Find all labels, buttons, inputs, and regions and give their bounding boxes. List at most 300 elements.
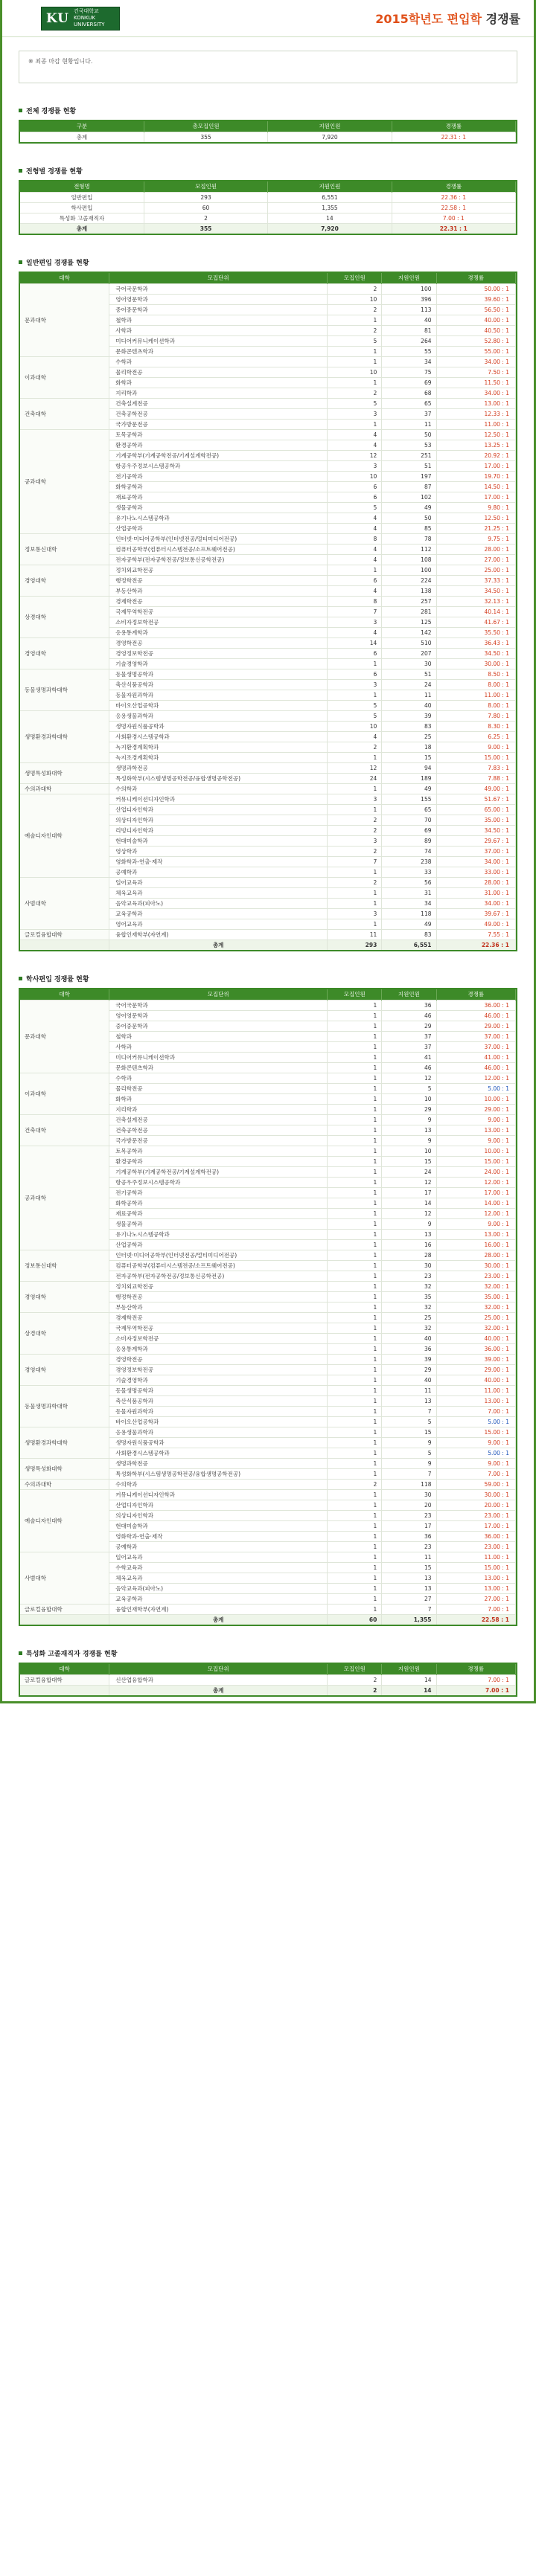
- cell-quota: 1: [328, 1218, 382, 1229]
- cell-quota: 2: [328, 877, 382, 887]
- cell-applicants: 125: [382, 617, 436, 627]
- cell-quota: 1: [328, 1468, 382, 1479]
- cell-quota: 1: [328, 1333, 382, 1343]
- cell-rate: 15.00 : 1: [436, 1562, 516, 1573]
- cell-department: 체육교육과: [109, 1573, 328, 1583]
- cell-applicants: 41: [382, 1052, 436, 1062]
- cell-department: 문화콘텐츠학과: [109, 346, 328, 356]
- cell-applicants: 257: [382, 596, 436, 606]
- cell-department: 항공우주정보시스템공학과: [109, 1177, 328, 1187]
- table-row: [20, 637, 516, 648]
- cell-department: 녹지조경계획학과: [109, 752, 328, 762]
- cell-quota: 4: [328, 429, 382, 440]
- cell-applicants: 49: [382, 783, 436, 794]
- cell-rate: 20.00 : 1: [436, 1500, 516, 1510]
- cell-department: 수학과: [109, 356, 328, 367]
- cell-college: 상경대학: [20, 1312, 109, 1354]
- table-row: [20, 202, 516, 213]
- cell-quota: 1: [328, 346, 382, 356]
- cell-department: 물리학전공: [109, 1083, 328, 1093]
- cell-rate: 56.50 : 1: [436, 304, 516, 315]
- cell-quota: 1: [328, 1208, 382, 1218]
- column-header: 경쟁률: [392, 182, 515, 192]
- cell-quota: 7: [328, 856, 382, 867]
- cell-quota: 1: [328, 1021, 382, 1031]
- cell-applicants: 100: [382, 283, 436, 294]
- cell-applicants: 11: [382, 1385, 436, 1395]
- cell-rate: 15.00 : 1: [436, 1156, 516, 1166]
- cell-applicants: 1,355: [268, 202, 392, 213]
- cell-rate: 49.00 : 1: [436, 783, 516, 794]
- cell-quota: 1: [328, 1125, 382, 1135]
- cell-college: 생명환경과학대학: [20, 710, 109, 762]
- cell-applicants: 13: [382, 1583, 436, 1593]
- cell-rate: 10.00 : 1: [436, 1093, 516, 1104]
- cell-rate: 17.00 : 1: [436, 1187, 516, 1198]
- cell-rate: 16.00 : 1: [436, 1239, 516, 1250]
- cell-department: 현대미술학과: [109, 835, 328, 846]
- cell-quota: 1: [328, 1271, 382, 1281]
- cell-rate: 12.50 : 1: [436, 513, 516, 523]
- cell-quota: 1: [328, 1146, 382, 1156]
- table-row: [20, 1000, 516, 1010]
- cell-rate: 31.00 : 1: [436, 887, 516, 898]
- cell-applicants: 15: [382, 1562, 436, 1573]
- cell-rate: 35.50 : 1: [436, 627, 516, 637]
- cell-applicants: 108: [382, 554, 436, 565]
- cell-applicants: 9: [382, 1458, 436, 1468]
- cell-quota: 1: [328, 1250, 382, 1260]
- cell-quota: 1: [328, 1312, 382, 1323]
- cell-department: 사회환경시스템공학과: [109, 731, 328, 742]
- cell-department: 산업공학과: [109, 1239, 328, 1250]
- cell-quota: 2: [328, 1674, 382, 1685]
- cell-applicants: 30: [382, 1489, 436, 1500]
- cell-department: 생명과학전공: [109, 1458, 328, 1468]
- cell-quota: 1: [328, 565, 382, 575]
- cell-quota: 1: [328, 867, 382, 877]
- cell-applicants: 155: [382, 794, 436, 804]
- cell-applicants: 74: [382, 846, 436, 856]
- general-table-body: [20, 283, 516, 950]
- university-logo[interactable]: [41, 7, 120, 30]
- cell-rate: 15.00 : 1: [436, 752, 516, 762]
- table-total-row: [20, 223, 516, 234]
- cell-quota: 1: [328, 1031, 382, 1041]
- cell-applicants: 6,551: [382, 939, 436, 950]
- cell-quota: 2: [328, 325, 382, 335]
- cell-label: 총계: [109, 1614, 328, 1625]
- cell-department: 화학과: [109, 377, 328, 388]
- cell-quota: 2: [328, 388, 382, 398]
- table-row: [20, 1489, 516, 1500]
- cell-applicants: 20: [382, 1500, 436, 1510]
- cell-college: 생명특성화대학: [20, 762, 109, 783]
- column-header: 전형명: [20, 182, 144, 192]
- cell-quota: 3: [328, 679, 382, 690]
- cell-department: 재료공학과: [109, 492, 328, 502]
- cell-department: 생물공학과: [109, 1218, 328, 1229]
- cell-rate: 9.00 : 1: [436, 1437, 516, 1448]
- cell-applicants: 5: [382, 1448, 436, 1458]
- cell-department: 경제학전공: [109, 1312, 328, 1323]
- cell-department: 동물생명공학과: [109, 669, 328, 679]
- cell-applicants: 28: [382, 1250, 436, 1260]
- table-row: [20, 877, 516, 887]
- cell-quota: 3: [328, 408, 382, 419]
- section-title-by-track: 전형별 경쟁률 현황: [19, 166, 517, 176]
- cell-applicants: 23: [382, 1510, 436, 1520]
- cell-applicants: 138: [382, 585, 436, 596]
- table-row: [20, 1073, 516, 1083]
- cell-rate: 12.50 : 1: [436, 429, 516, 440]
- column-header: 경쟁률: [436, 273, 516, 283]
- cell-rate: 49.00 : 1: [436, 919, 516, 929]
- cell-rate: 46.00 : 1: [436, 1010, 516, 1021]
- cell-department: 화학공학과: [109, 1198, 328, 1208]
- cell-quota: 1: [328, 804, 382, 815]
- cell-quota: 293: [328, 939, 382, 950]
- cell-quota: 12: [328, 450, 382, 460]
- cell-applicants: 53: [382, 440, 436, 450]
- cell-track-name: 학사편입: [20, 202, 144, 213]
- cell-applicants: 11: [382, 419, 436, 429]
- table-total-row: [20, 939, 516, 950]
- cell-rate: 65.00 : 1: [436, 804, 516, 815]
- table-row: [20, 1281, 516, 1291]
- cell-department: 영어교육과: [109, 919, 328, 929]
- cell-applicants: 39: [382, 1354, 436, 1364]
- cell-department: 경영정보학전공: [109, 648, 328, 658]
- cell-label: 총계: [20, 223, 144, 234]
- cell-applicants: 37: [382, 1041, 436, 1052]
- cell-rate: 35.00 : 1: [436, 1291, 516, 1302]
- cell-applicants: 16: [382, 1239, 436, 1250]
- cell-department: 수학과: [109, 1073, 328, 1083]
- cell-department: 지리학과: [109, 388, 328, 398]
- table-row: [20, 1114, 516, 1125]
- cell-department: 환경공학과: [109, 1156, 328, 1166]
- cell-rate: 14.50 : 1: [436, 481, 516, 492]
- cell-applicants: 113: [382, 304, 436, 315]
- cell-department: 인터넷·미디어공학부(인터넷전공/멀티미디어전공): [109, 533, 328, 544]
- cell-applicants: 85: [382, 523, 436, 533]
- cell-applicants: 40: [382, 1375, 436, 1385]
- cell-quota: 1: [328, 1427, 382, 1437]
- cell-applicants: 25: [382, 1312, 436, 1323]
- cell-department: 영어영문학과: [109, 1010, 328, 1021]
- cell-rate: 34.00 : 1: [436, 898, 516, 908]
- cell-applicants: 81: [382, 325, 436, 335]
- total-table: [19, 120, 517, 144]
- cell-department: 전자공학부(전자공학전공/정보통신공학전공): [109, 1271, 328, 1281]
- cell-quota: 4: [328, 731, 382, 742]
- logo-ku: KU: [46, 10, 69, 26]
- cell-rate: 28.00 : 1: [436, 544, 516, 554]
- bullet-icon: [19, 977, 22, 980]
- cell-rate: 39.60 : 1: [436, 294, 516, 304]
- cell-college: 예술디자인대학: [20, 1489, 109, 1552]
- track-table-body: [20, 192, 516, 234]
- cell-quota: 293: [144, 192, 267, 202]
- cell-empty: [20, 939, 109, 950]
- table-header-row: [20, 273, 516, 283]
- cell-applicants: 36: [382, 1531, 436, 1541]
- cell-quota: 1: [328, 1156, 382, 1166]
- cell-department: 건축설계전공: [109, 1114, 328, 1125]
- cell-department: 커뮤니케이션디자인학과: [109, 794, 328, 804]
- cell-applicants: 14: [382, 1685, 436, 1695]
- notice-text: ※ 최종 마감 현황입니다.: [28, 58, 93, 65]
- cell-applicants: 32: [382, 1302, 436, 1312]
- cell-quota: 1: [328, 1114, 382, 1125]
- cell-applicants: 5: [382, 1416, 436, 1427]
- cell-department: 컴퓨터공학부(컴퓨터시스템전공/소프트웨어전공): [109, 1260, 328, 1271]
- cell-department: 국가방문전공: [109, 1135, 328, 1146]
- cell-applicants: 49: [382, 919, 436, 929]
- table-row: [20, 710, 516, 721]
- cell-department: 철학과: [109, 1031, 328, 1041]
- cell-department: 생명자원식품공학과: [109, 721, 328, 731]
- cell-college: 경영대학: [20, 637, 109, 669]
- cell-quota: 1: [328, 1573, 382, 1583]
- cell-applicants: 51: [382, 460, 436, 471]
- cell-rate: 50.00 : 1: [436, 283, 516, 294]
- cell-rate: 7.00 : 1: [436, 1604, 516, 1614]
- cell-applicants: 50: [382, 429, 436, 440]
- cell-quota: 1: [328, 1166, 382, 1177]
- cell-quota: 2: [328, 815, 382, 825]
- cell-rate: 7.00 : 1: [436, 1674, 516, 1685]
- cell-quota: 1: [328, 1562, 382, 1573]
- cell-applicants: 40: [382, 1333, 436, 1343]
- cell-rate: 36.00 : 1: [436, 1343, 516, 1354]
- cell-department: 교육공학과: [109, 908, 328, 919]
- cell-rate: 13.00 : 1: [436, 1229, 516, 1239]
- cell-rate: 46.00 : 1: [436, 1062, 516, 1073]
- cell-quota: 1: [328, 1375, 382, 1385]
- cell-applicants: 24: [382, 679, 436, 690]
- table-row: [20, 1458, 516, 1468]
- bullet-icon: [19, 260, 22, 264]
- table-row: [20, 283, 516, 294]
- cell-quota: 6: [328, 492, 382, 502]
- cell-rate: 22.36 : 1: [392, 192, 515, 202]
- section-title-academic: 학사편입 경쟁률 현황: [19, 974, 517, 983]
- cell-rate: 12.33 : 1: [436, 408, 516, 419]
- cell-rate: 11.50 : 1: [436, 377, 516, 388]
- cell-applicants: 7: [382, 1468, 436, 1479]
- cell-applicants: 251: [382, 450, 436, 460]
- cell-quota: 5: [328, 700, 382, 710]
- cell-rate: 41.67 : 1: [436, 617, 516, 627]
- cell-quota: 1: [328, 690, 382, 700]
- cell-rate: 22.31 : 1: [392, 132, 515, 142]
- cell-department: 화학공학과: [109, 481, 328, 492]
- cell-rate: 7.00 : 1: [436, 1406, 516, 1416]
- cell-rate: 21.25 : 1: [436, 523, 516, 533]
- cell-department: 산업디자인학과: [109, 804, 328, 815]
- cell-college: 예술디자인대학: [20, 794, 109, 877]
- cell-applicants: 238: [382, 856, 436, 867]
- cell-quota: 1: [328, 1395, 382, 1406]
- cell-applicants: 83: [382, 929, 436, 939]
- cell-rate: 7.83 : 1: [436, 762, 516, 773]
- cell-applicants: 9: [382, 1114, 436, 1125]
- cell-rate: 40.14 : 1: [436, 606, 516, 617]
- cell-rate: 7.50 : 1: [436, 367, 516, 377]
- cell-college: 상경대학: [20, 596, 109, 637]
- cell-applicants: 11: [382, 690, 436, 700]
- cell-quota: 7: [328, 606, 382, 617]
- cell-applicants: 25: [382, 731, 436, 742]
- cell-quota: 11: [328, 929, 382, 939]
- cell-quota: 1: [328, 1458, 382, 1468]
- cell-rate: 22.36 : 1: [436, 939, 516, 950]
- cell-rate: 51.67 : 1: [436, 794, 516, 804]
- cell-department: 전기공학과: [109, 1187, 328, 1198]
- cell-quota: 2: [328, 1685, 382, 1695]
- cell-department: 일어교육과: [109, 877, 328, 887]
- cell-rate: 40.50 : 1: [436, 325, 516, 335]
- cell-rate: 5.00 : 1: [436, 1448, 516, 1458]
- cell-college: 생명환경과학대학: [20, 1427, 109, 1458]
- cell-quota: 1: [328, 1364, 382, 1375]
- table-row: [20, 783, 516, 794]
- cell-department: 행정학전공: [109, 1291, 328, 1302]
- cell-rate: 23.00 : 1: [436, 1541, 516, 1552]
- cell-department: 기술경영학과: [109, 658, 328, 669]
- cell-applicants: 7: [382, 1604, 436, 1614]
- cell-applicants: 40: [382, 700, 436, 710]
- cell-rate: 34.00 : 1: [436, 356, 516, 367]
- cell-quota: 4: [328, 585, 382, 596]
- cell-department: 항공우주정보시스템공학과: [109, 460, 328, 471]
- cell-rate: 41.00 : 1: [436, 1052, 516, 1062]
- table-total-row: [20, 1614, 516, 1625]
- cell-rate: 27.00 : 1: [436, 1593, 516, 1604]
- cell-rate: 34.50 : 1: [436, 585, 516, 596]
- cell-quota: 1: [328, 1593, 382, 1604]
- cell-department: 생물공학과: [109, 502, 328, 513]
- cell-quota: 1: [328, 898, 382, 908]
- table-row: [20, 1604, 516, 1614]
- cell-quota: 1: [328, 1239, 382, 1250]
- cell-department: 기술경영학과: [109, 1375, 328, 1385]
- cell-rate: 7.00 : 1: [392, 213, 515, 223]
- cell-quota: 12: [328, 762, 382, 773]
- cell-applicants: 12: [382, 1177, 436, 1187]
- table-row: [20, 1427, 516, 1437]
- table-row: [20, 398, 516, 408]
- table-header-row: [20, 121, 516, 132]
- cell-department: 정치외교학전공: [109, 565, 328, 575]
- cell-quota: 2: [328, 1479, 382, 1489]
- cell-department: 건축설계전공: [109, 398, 328, 408]
- cell-quota: 3: [328, 794, 382, 804]
- cell-applicants: 102: [382, 492, 436, 502]
- table-row: [20, 929, 516, 939]
- section-title-general: 일반편입 경쟁률 현황: [19, 257, 517, 267]
- cell-label: 총계: [109, 1685, 328, 1695]
- cell-department: 영화학과-연출·제작: [109, 856, 328, 867]
- cell-applicants: 12: [382, 1208, 436, 1218]
- cell-applicants: 56: [382, 877, 436, 887]
- cell-applicants: 46: [382, 1010, 436, 1021]
- cell-applicants: 142: [382, 627, 436, 637]
- cell-applicants: 51: [382, 669, 436, 679]
- cell-quota: 5: [328, 710, 382, 721]
- cell-applicants: 87: [382, 481, 436, 492]
- cell-quota: 1: [328, 1541, 382, 1552]
- cell-quota: 1: [328, 1406, 382, 1416]
- table-row: [20, 213, 516, 223]
- cell-quota: 1: [328, 1177, 382, 1187]
- cell-rate: 28.00 : 1: [436, 1250, 516, 1260]
- cell-department: 문화콘텐츠학과: [109, 1062, 328, 1073]
- cell-applicants: 30: [382, 658, 436, 669]
- cell-quota: 1: [328, 1083, 382, 1093]
- cell-quota: 1: [328, 1354, 382, 1364]
- cell-quota: 1: [328, 1187, 382, 1198]
- cell-college: 건축대학: [20, 1114, 109, 1146]
- cell-department: 경영학전공: [109, 637, 328, 648]
- cell-rate: 39.67 : 1: [436, 908, 516, 919]
- cell-quota: 1: [328, 1604, 382, 1614]
- cell-applicants: 39: [382, 710, 436, 721]
- cell-rate: 8.00 : 1: [436, 700, 516, 710]
- cell-quota: 1: [328, 1093, 382, 1104]
- cell-track-name: 특성화 고졸재직자: [20, 213, 144, 223]
- cell-quota: 24: [328, 773, 382, 783]
- cell-department: 건축공학전공: [109, 1125, 328, 1135]
- cell-quota: 2: [328, 846, 382, 856]
- cell-college: 동물생명과학대학: [20, 1385, 109, 1427]
- cell-applicants: 36: [382, 1343, 436, 1354]
- cell-department: 화학과: [109, 1093, 328, 1104]
- cell-rate: 32.00 : 1: [436, 1302, 516, 1312]
- cell-rate: 9.00 : 1: [436, 1135, 516, 1146]
- cell-quota: 5: [328, 398, 382, 408]
- cell-quota: 10: [328, 721, 382, 731]
- cell-quota: 1: [328, 1198, 382, 1208]
- cell-applicants: 94: [382, 762, 436, 773]
- cell-applicants: 29: [382, 1021, 436, 1031]
- cell-department: 부동산학과: [109, 585, 328, 596]
- cell-rate: 30.00 : 1: [436, 1260, 516, 1271]
- column-header: 구분: [20, 121, 144, 132]
- cell-quota: 1: [328, 919, 382, 929]
- cell-quota: 1: [328, 1000, 382, 1010]
- cell-rate: 33.00 : 1: [436, 867, 516, 877]
- cell-quota: 1: [328, 1052, 382, 1062]
- cell-applicants: 9: [382, 1135, 436, 1146]
- table-row: [20, 794, 516, 804]
- cell-applicants: 29: [382, 1104, 436, 1114]
- cell-rate: 29.00 : 1: [436, 1021, 516, 1031]
- cell-applicants: 30: [382, 1260, 436, 1271]
- table-total-row: [20, 1685, 516, 1695]
- cell-quota: 355: [144, 223, 267, 234]
- cell-rate: 8.50 : 1: [436, 669, 516, 679]
- cell-department: 음악교육과(피아노): [109, 898, 328, 908]
- cell-department: 토목공학과: [109, 1146, 328, 1156]
- cell-applicants: 11: [382, 1552, 436, 1562]
- cell-rate: 22.31 : 1: [392, 223, 515, 234]
- cell-department: 응용통계학과: [109, 1343, 328, 1354]
- cell-quota: 1: [328, 1583, 382, 1593]
- cell-rate: 7.88 : 1: [436, 773, 516, 783]
